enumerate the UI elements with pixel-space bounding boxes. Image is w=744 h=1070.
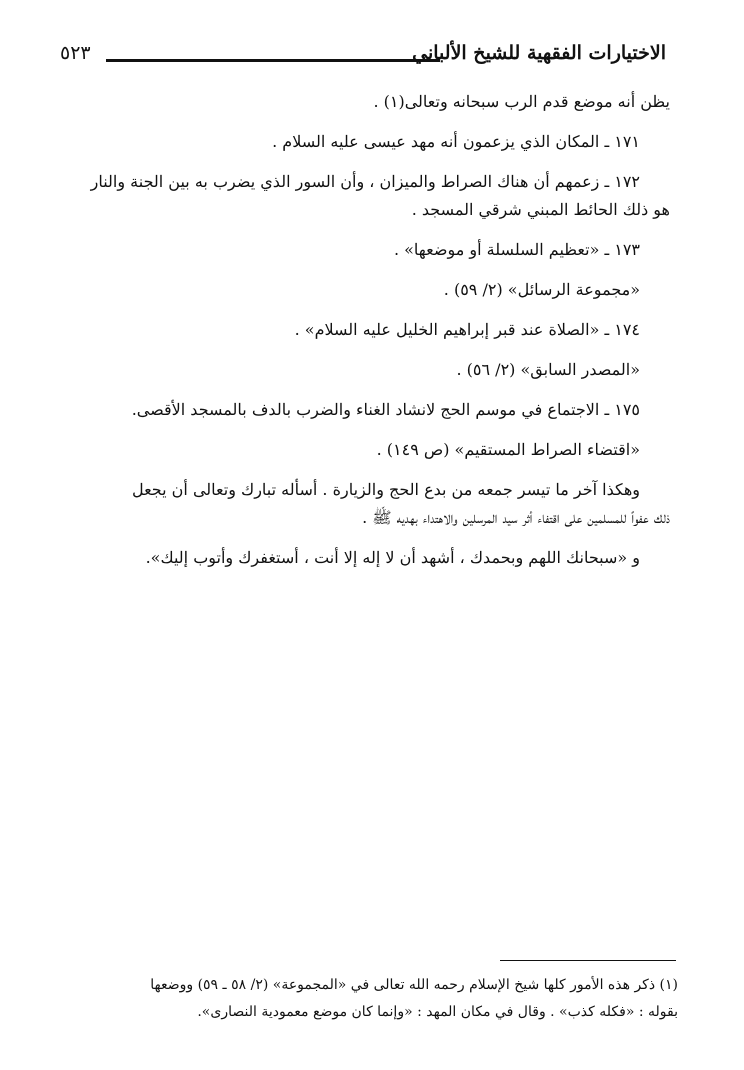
list-item-173: ١٧٣ ـ «تعظيم السلسلة أو موضعها» .: [393, 240, 640, 259]
main-text: [56, 88, 670, 584]
intro-line: يظن أنه موضع قدم الرب سبحانه وتعالى(١) .: [373, 92, 670, 111]
closing-prayer: و «سبحانك اللهم وبحمدك ، أشهد أن لا إله إلا أنت ، أستغفرك وأتوب إليك».: [145, 548, 640, 567]
list-item-172: [56, 168, 670, 224]
running-title: الاختيارات الفقهية للشيخ الألباني: [412, 42, 666, 64]
list-item-172-line1: ١٧٢ ـ زعمهم أن هناك الصراط والميزان ، وأن السور الذي يضرب به بين الجنة والنار: [90, 172, 640, 191]
closing-line1: وهكذا آخر ما تيسر جمعه من بدع الحج والزيارة . أسأله تبارك وتعالى أن يجعل: [131, 480, 640, 499]
footnote-1-line2: بقوله : «فكله كذب» . وقال في مكان المهد : «وإنما كان موضع معمودية النصارى».: [197, 1004, 678, 1020]
closing-paragraph: [56, 476, 670, 532]
list-item-173-source: «مجموعة الرسائل» (٢/ ٥٩) .: [443, 280, 640, 299]
header-rule: [106, 59, 440, 62]
list-item-174: ١٧٤ ـ «الصلاة عند قبر إبراهيم الخليل عليه السلام» .: [294, 320, 640, 339]
list-item-172-line2: هو ذلك الحائط المبني شرقي المسجد .: [411, 200, 670, 219]
footnotes: [56, 972, 678, 1026]
footnote-separator: [500, 960, 676, 961]
list-item-174-source: «المصدر السابق» (٢/ ٥٦) .: [456, 360, 640, 379]
closing-line2: ذلك عفواً للمسلمين على اقتفاء أثر سيد المرسلين والاهتداء بهديه ﷺ .: [362, 508, 670, 527]
list-item-175-source: «اقتضاء الصراط المستقيم» (ص ١٤٩) .: [376, 440, 640, 459]
page-number: ٥٢٣: [60, 42, 91, 64]
page-header: [60, 42, 680, 76]
list-item-171: ١٧١ ـ المكان الذي يزعمون أنه مهد عيسى عليه السلام .: [272, 132, 640, 151]
list-item-175: ١٧٥ ـ الاجتماع في موسم الحج لانشاد الغناء والضرب بالدف بالمسجد الأقصى.: [131, 400, 640, 419]
footnote-1-line1: (١) ذكر هذه الأمور كلها شيخ الإسلام رحمه الله تعالى في «المجموعة» (٢/ ٥٨ ـ ٥٩) ووضعها: [150, 977, 678, 993]
